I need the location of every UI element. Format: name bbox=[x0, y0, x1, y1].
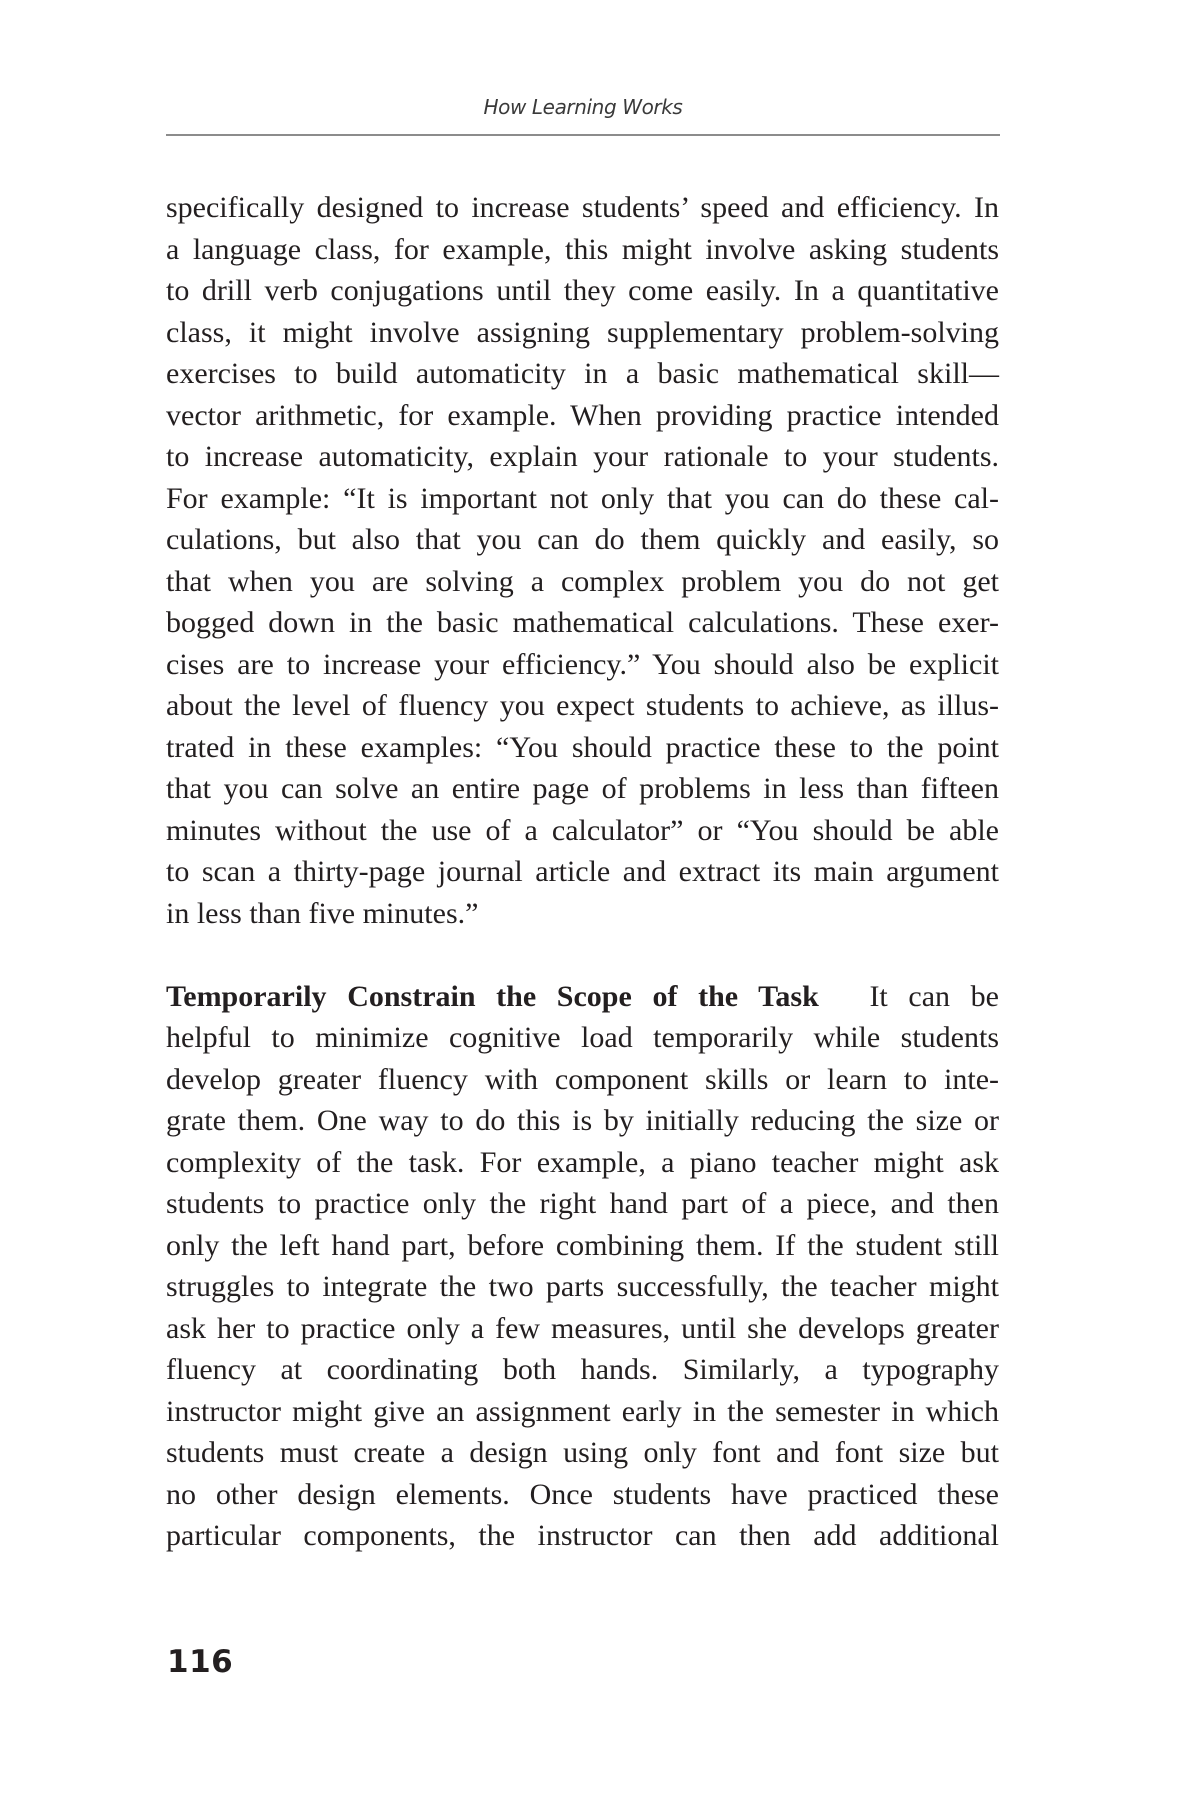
text-line: vector arithmetic, for example. When providing practice intended bbox=[166, 398, 999, 432]
text-line: that you can solve an entire page of problems in less than fifteen bbox=[166, 772, 999, 805]
text-line: particular components, the instructor can then add additional bbox=[166, 1519, 999, 1552]
text-line: complexity of the task. For example, a piano teacher might ask bbox=[166, 1145, 999, 1179]
text-line: specifically designed to increase students’ speed and efficiency. In bbox=[166, 191, 999, 224]
text-line: bogged down in the basic mathematical calculations. These exer- bbox=[166, 606, 999, 639]
text-line: that when you are solving a complex problem you do not get bbox=[166, 564, 999, 598]
text-line: students must create a design using only font and font size but bbox=[166, 1436, 999, 1469]
text-line: struggles to integrate the two parts successfully, the teacher might bbox=[166, 1270, 999, 1303]
text-line: helpful to minimize cognitive load temporarily while students bbox=[166, 1021, 999, 1054]
text-line: fluency at coordinating both hands. Similarly, a typography bbox=[166, 1353, 999, 1386]
text-line: culations, but also that you can do them quickly and easily, so bbox=[166, 523, 999, 556]
text-line: minutes without the use of a calculator” or “You should be able bbox=[166, 813, 999, 847]
page-number: 116 bbox=[167, 1644, 234, 1680]
text-line: trated in these examples: “You should practice these to the point bbox=[166, 730, 999, 764]
text-line: to scan a thirty-page journal article and extract its main argument bbox=[166, 855, 999, 888]
paragraph-spacer bbox=[166, 934, 999, 976]
text-line: develop greater fluency with component skills or learn to inte- bbox=[166, 1062, 999, 1096]
text-line: class, it might involve assigning supplementary problem-solving bbox=[166, 315, 999, 349]
paragraph-2 bbox=[166, 976, 999, 1557]
run-in-heading-line bbox=[166, 976, 999, 1018]
text-line: cises are to increase your efficiency.” You should also be explicit bbox=[166, 647, 999, 681]
text-line: exercises to build automaticity in a basic mathematical skill— bbox=[166, 357, 999, 390]
text-line: only the left hand part, before combining them. If the student still bbox=[166, 1228, 999, 1262]
text-fragment: It can be bbox=[869, 979, 999, 1013]
text-line: ask her to practice only a few measures, until she develops greater bbox=[166, 1311, 999, 1345]
text-line: a language class, for example, this might involve asking students bbox=[166, 232, 999, 266]
text-line: to drill verb conjugations until they come easily. In a quantitative bbox=[166, 274, 999, 307]
text-line: For example: “It is important not only that you can do these cal- bbox=[166, 481, 999, 515]
section-heading: Temporarily Constrain the Scope of the Task bbox=[166, 979, 819, 1013]
running-head-rule bbox=[166, 134, 1000, 136]
text-line: about the level of fluency you expect students to achieve, as illus- bbox=[166, 689, 999, 722]
text-line: instructor might give an assignment early in the semester in which bbox=[166, 1394, 999, 1428]
page-body bbox=[166, 187, 999, 1557]
running-head-title: How Learning Works bbox=[483, 95, 683, 119]
paragraph-1 bbox=[166, 187, 999, 934]
text-line: students to practice only the right hand part of a piece, and then bbox=[166, 1187, 999, 1220]
text-line: to increase automaticity, explain your rationale to your students. bbox=[166, 440, 999, 473]
text-line: no other design elements. Once students have practiced these bbox=[166, 1477, 999, 1511]
text-line: grate them. One way to do this is by initially reducing the size or bbox=[166, 1104, 999, 1137]
text-line: in less than five minutes.” bbox=[166, 896, 479, 930]
